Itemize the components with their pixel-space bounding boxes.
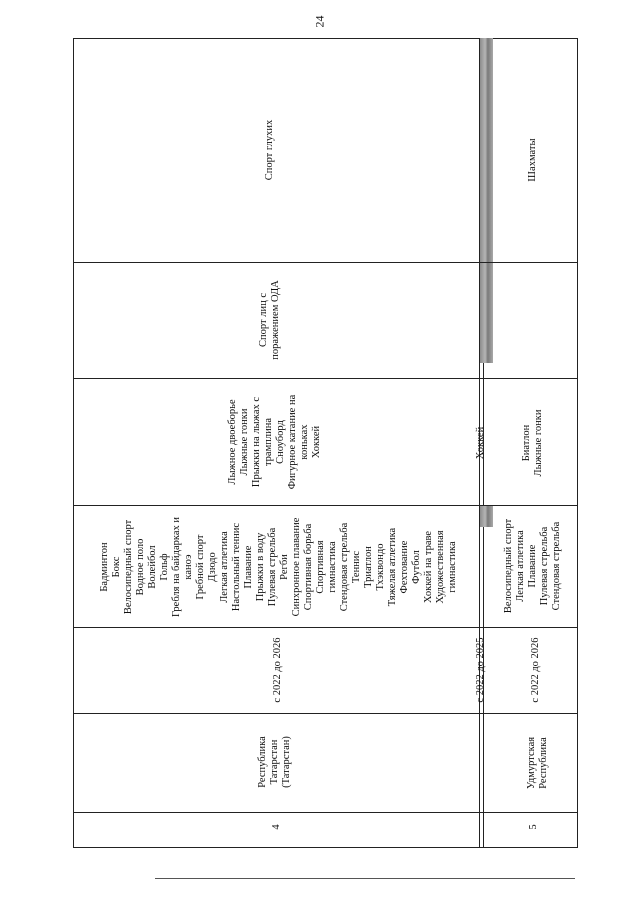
row5-other-sport: Шахматы [527,138,538,182]
row4-oda-sport: Спорт лиц с поражением ОДА [258,280,281,360]
row5-period: с 2022 до 2026 [530,637,541,703]
row5-winter-sports: Биатлон Лыжные гонки [521,409,544,477]
row5-number: 5 [528,824,539,830]
row4b-period: с 2022 до 2025 [475,637,486,703]
row4b-winter-sport: Хоккей [475,426,486,460]
row4-summer-sports: Бадминтон Бокс Велосипедный спорт Водное поло Волейбол Гольф Гребля на байдарках и каноэ Гребной спорт Дзюдо Легкая атлетика Настольный теннис Плавание Прыжки в воду Пулевая стрельба Регби Синхронное плавание Спортивная борьба Спортивная гимнастика Стендовая стрельба Теннис Триатлон Тхэквондо Тяжелая атлетика Фехтование Футбол Хоккей на траве Художественная гимнастика [99,517,458,617]
row4-winter-sports: Лыжное двоеборье Лыжные гонки Прыжки на лыжах с трамплина Сноуборд Фигурное катание на коньках Хоккей [227,394,322,490]
bottom-rule [155,878,575,879]
row4-period: с 2022 до 2026 [272,637,283,703]
row4-deaf-sport: Спорт глухих [264,119,275,181]
row5-summer-sports: Велосипедный спорт Легкая атлетика Плавание Пулевая стрельба Стендовая стрельба [503,518,562,614]
row4-region: Республика Татарстан (Татарстан) [257,736,292,788]
page-number: 24 [312,15,327,28]
row5-region: Удмуртская Республика [526,736,549,790]
row4-number: 4 [271,824,282,830]
